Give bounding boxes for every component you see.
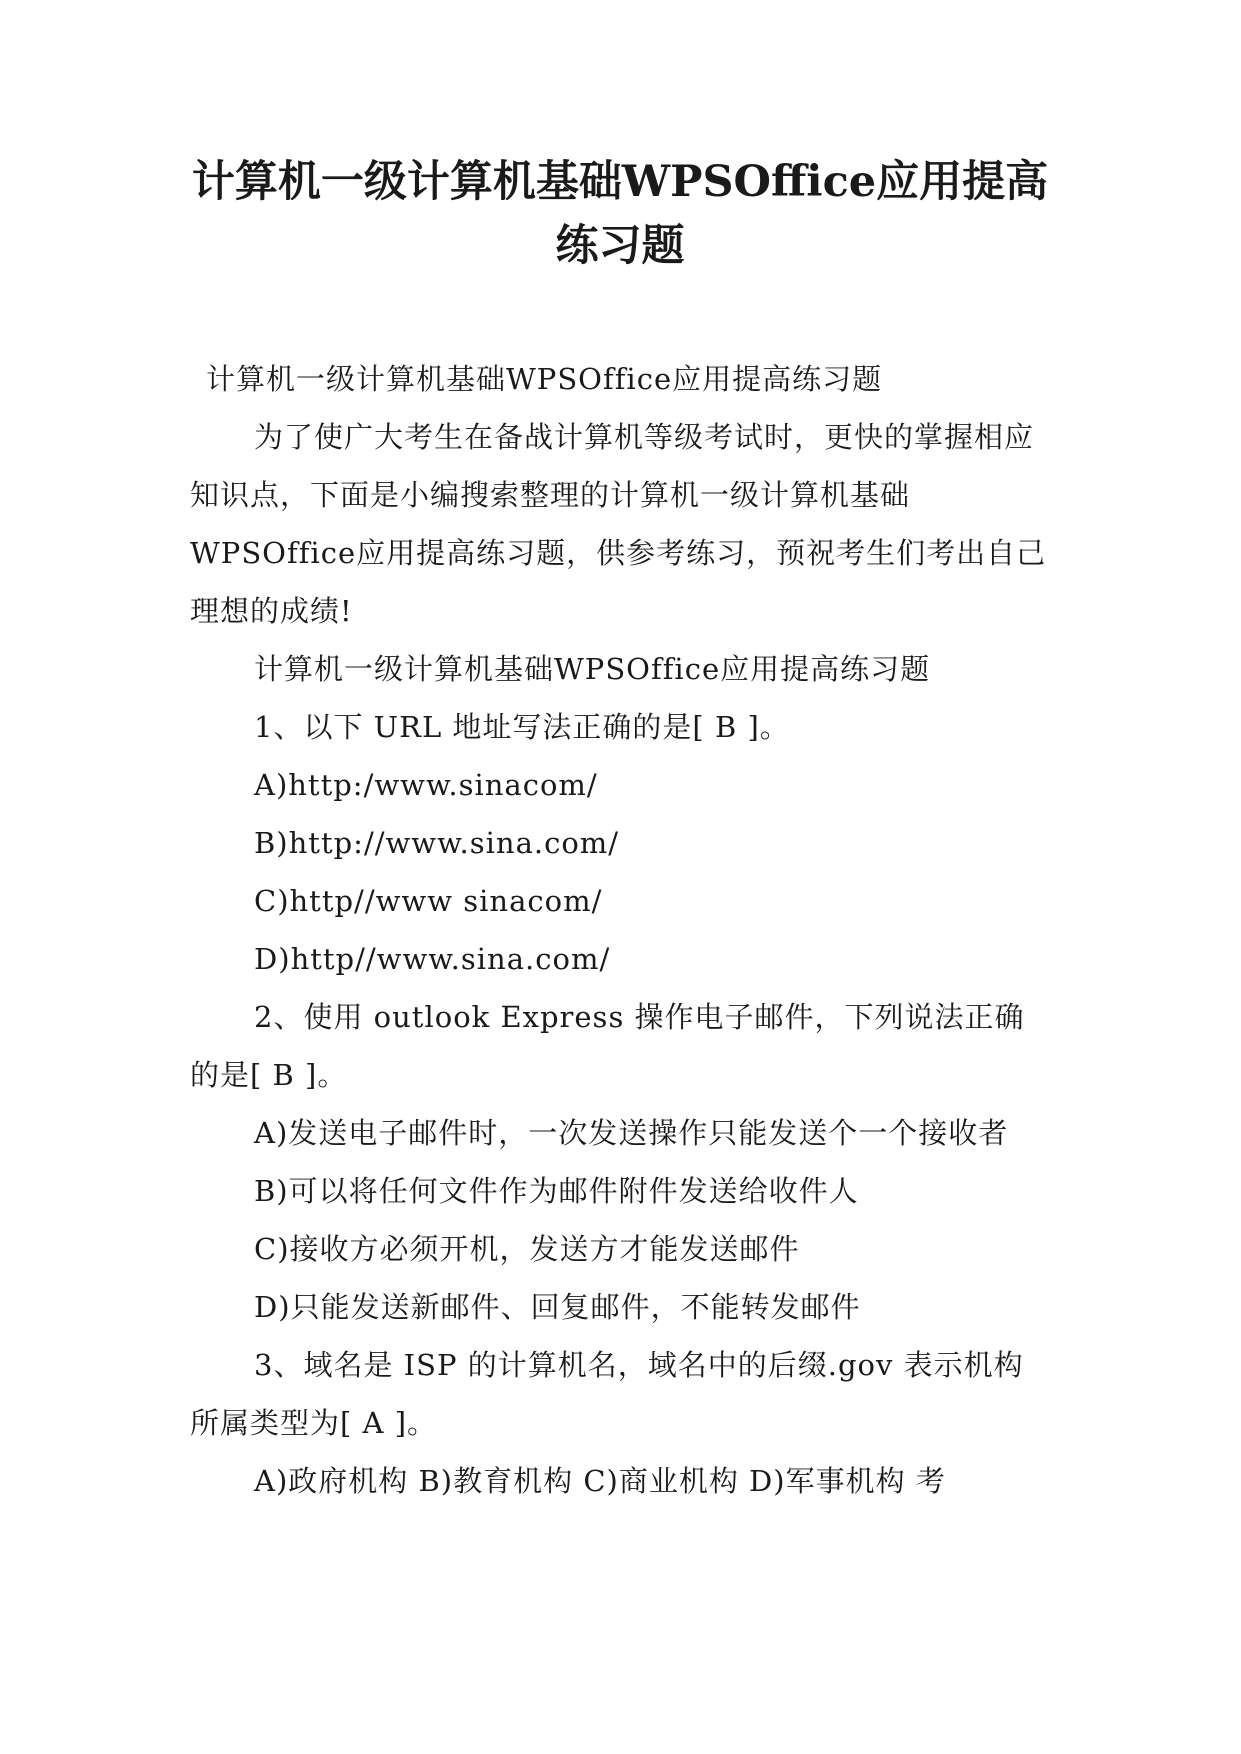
question-3-options: A)政府机构 B)教育机构 C)商业机构 D)军事机构 考 <box>254 1464 946 1498</box>
question-2-option-b: B)可以将任何文件作为邮件附件发送给收件人 <box>254 1174 859 1208</box>
paragraph-subheading: 计算机一级计算机基础WPSOffice应用提高练习题 <box>254 652 931 686</box>
question-1-option-a: A)http:/www.sinacom/ <box>254 768 598 802</box>
question-2-option-a: A)发送电子邮件时，一次发送操作只能发送个一个接收者 <box>254 1116 1009 1150</box>
question-1-option-d: D)http//www.sina.com/ <box>254 942 611 976</box>
question-1-option-c: C)http//www sinacom/ <box>254 884 603 918</box>
question-3: 3、域名是 ISP 的计算机名，域名中的后缀.gov 表示机构所属类型为[ A ]。 <box>190 1348 1024 1440</box>
document-body <box>190 350 1050 1510</box>
document-title: 计算机一级计算机基础WPSOffice应用提高练习题 <box>191 157 1049 271</box>
question-2-option-c: C)接收方必须开机，发送方才能发送邮件 <box>254 1232 800 1266</box>
question-2-option-d: D)只能发送新邮件、回复邮件，不能转发邮件 <box>254 1290 861 1324</box>
question-1-option-b: B)http://www.sina.com/ <box>254 826 620 860</box>
paragraph-subheading: 计算机一级计算机基础WPSOffice应用提高练习题 <box>206 362 883 396</box>
question-2: 2、使用 outlook Express 操作电子邮件，下列说法正确的是[ B ]。 <box>190 1000 1025 1092</box>
paragraph-intro: 为了使广大考生在备战计算机等级考试时，更快的掌握相应知识点，下面是小编搜索整理的计算机一级计算机基础WPSOffice应用提高练习题，供参考练习，预祝考生们考出自己理想的成绩! <box>190 420 1047 628</box>
question-1: 1、以下 URL 地址写法正确的是[ B ]。 <box>254 710 790 744</box>
